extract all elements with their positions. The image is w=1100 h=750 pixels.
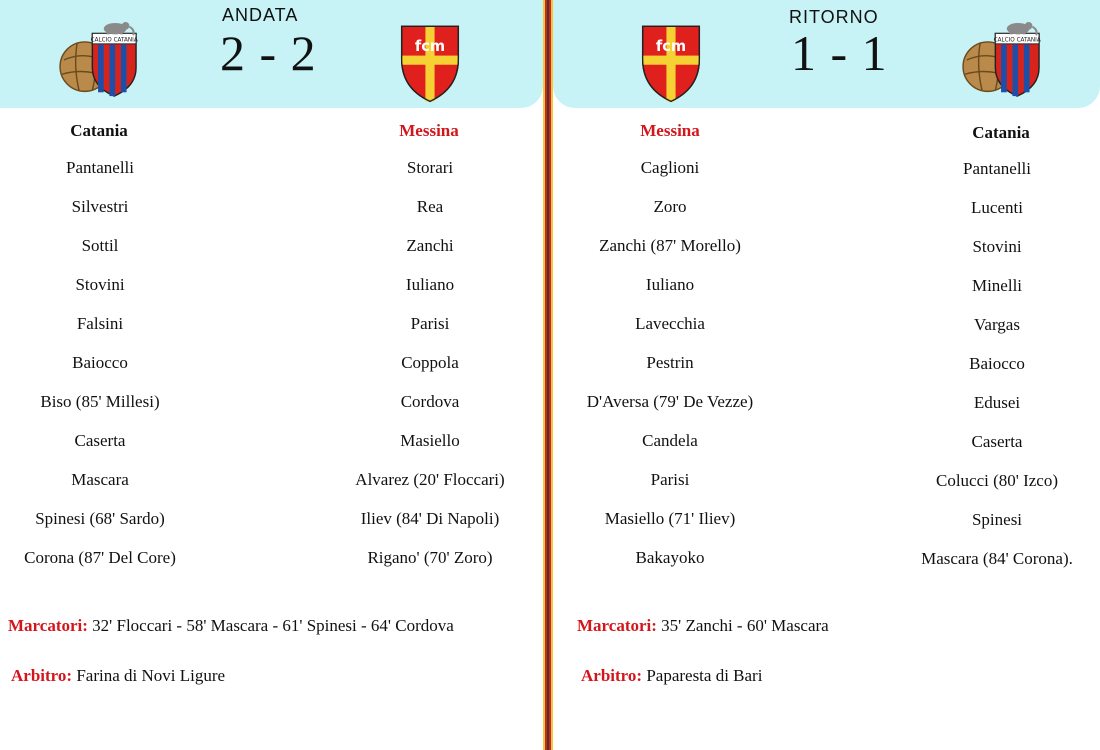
center-divider [543,0,553,750]
ritorno-header [553,0,1100,108]
player: Parisi [650,470,690,489]
player: Bakayoko [635,548,705,567]
player: Rea [416,197,444,216]
player: Cordova [400,392,460,411]
player: Silvestri [71,197,129,216]
player: Mascara (84' Corona). [921,549,1073,568]
player: Spinesi (68' Sardo) [35,509,165,528]
player: Edusei [973,393,1021,412]
player: Pestrin [646,353,694,372]
player: Pantanelli [66,158,134,177]
referee-value: Farina di Novi Ligure [76,666,226,685]
player: Iliev (84' Di Napoli) [360,509,500,528]
andata-referee [11,666,225,686]
player: Iuliano [645,275,695,294]
player: Mascara [71,470,129,489]
player: Masiello (71' Iliev) [604,509,736,528]
andata-panel [0,0,543,750]
player: Zanchi (87' Morello) [599,236,741,255]
messina-logo-icon [639,20,703,104]
player: Masiello [400,431,460,450]
player: Stovini [75,275,125,294]
ritorno-panel [553,0,1100,750]
player: Colucci (80' Izco) [935,471,1058,490]
messina-logo-icon [398,20,462,104]
player: Vargas [974,315,1020,334]
andata-header [0,0,543,108]
player: Alvarez (20' Floccari) [355,470,505,489]
scorers-label: Marcatori: [8,616,88,635]
player: Lavecchia [635,314,705,333]
player: Caserta [971,432,1023,451]
player: Falsini [76,314,124,333]
player: Iuliano [405,275,455,294]
andata-scorers [8,616,454,636]
andata-home-lineup [0,158,215,587]
scorers-value: 35' Zanchi - 60' Mascara [661,616,829,635]
player: Corona (87' Del Core) [24,548,176,567]
player: Sottil [81,236,119,255]
scorers-label: Marcatori: [577,616,657,635]
player: Spinesi [971,510,1023,529]
player: Zoro [653,197,687,216]
player: Rigano' (70' Zoro) [367,548,493,567]
player: Coppola [401,353,459,372]
ritorno-scorers [577,616,829,636]
catania-logo-icon [56,22,142,98]
player: Storari [406,158,454,177]
andata-score: 2 - 2 [220,25,317,81]
ritorno-home-team: Messina [640,121,700,140]
player: Minelli [971,276,1023,295]
ritorno-referee [581,666,762,686]
referee-label: Arbitro: [581,666,643,685]
ritorno-away-lineup [882,159,1100,588]
andata-home-team: Catania [70,121,128,140]
player: Pantanelli [963,159,1031,178]
andata-title: ANDATA [222,5,299,25]
player: Biso (85' Millesi) [40,392,160,411]
player: Parisi [410,314,450,333]
player: Caserta [74,431,126,450]
player: D'Aversa (79' De Vezze) [586,392,754,411]
ritorno-score: 1 - 1 [791,25,888,81]
andata-away-team: Messina [399,121,459,140]
player: Lucenti [971,198,1023,217]
player: Zanchi [406,236,454,255]
referee-label: Arbitro: [11,666,73,685]
catania-logo-icon [959,22,1045,98]
ritorno-away-team: Catania [972,123,1030,142]
player: Baiocco [969,354,1025,373]
referee-value: Paparesta di Bari [646,666,763,685]
player: Caglioni [640,158,700,177]
player: Baiocco [72,353,128,372]
ritorno-home-lineup [555,158,785,587]
ritorno-title: RITORNO [789,7,879,27]
player: Stovini [972,237,1022,256]
andata-away-lineup [315,158,545,587]
scorers-value: 32' Floccari - 58' Mascara - 61' Spinesi - 64' Cordova [92,616,454,635]
player: Candela [642,431,698,450]
